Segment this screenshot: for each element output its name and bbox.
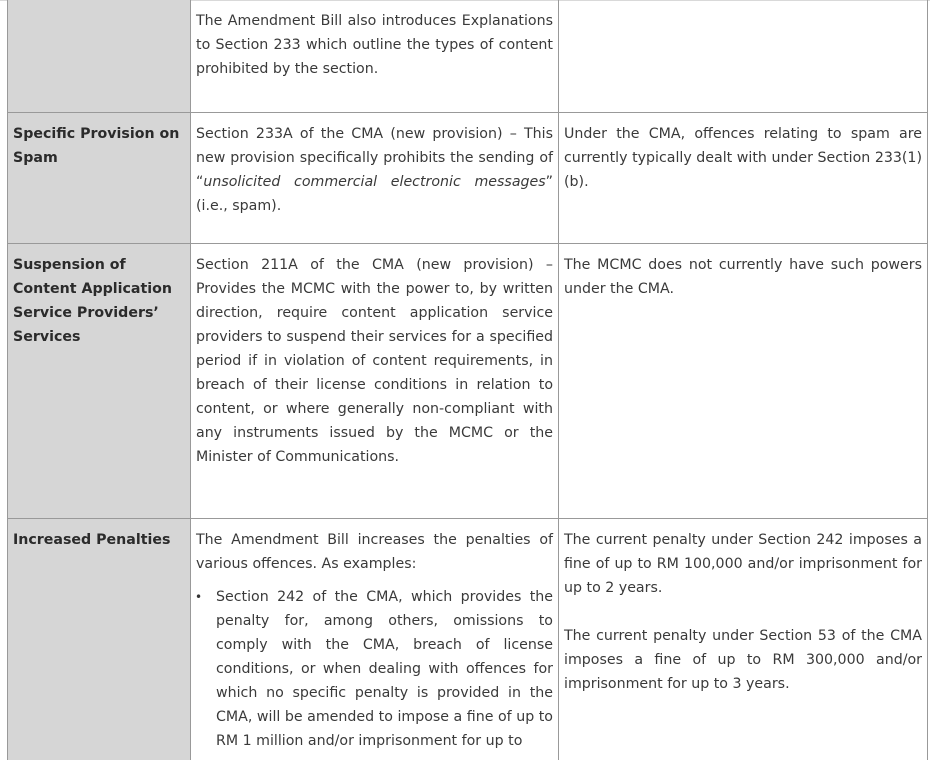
- provision-intro: The Amendment Bill increases the penalties of various offences. As examples:: [196, 532, 553, 572]
- provision-text: Section 211A of the CMA (new provision) – Provides the MCMC with the power to, by written direction, require content application service providers to suspend their services for a specified period if in violation of content requirements, in breach of their license conditions in relation to content, or where generally non-compliant with any instruments issued by the MCMC or the Minister of Communications.: [196, 257, 553, 465]
- table-row: [8, 244, 928, 519]
- provision-cell: [191, 113, 559, 244]
- provision-cell: [191, 0, 559, 113]
- provision-text: The Amendment Bill also introduces Explanations to Section 233 which outline the types of content prohibited by the section.: [196, 13, 553, 77]
- table-row: [8, 113, 928, 244]
- current-text-1: The current penalty under Section 242 imposes a fine of up to RM 100,000 and/or imprisonment for up to 2 years.: [564, 532, 922, 596]
- table-row: [8, 519, 928, 760]
- row-label: Increased Penalties: [8, 519, 191, 760]
- provision-bullets: [196, 585, 553, 753]
- provision-cell: [191, 519, 559, 760]
- current-text: Under the CMA, offences relating to spam are currently typically dealt with under Section 233(1)(b).: [564, 126, 922, 190]
- provision-text-italic: unsolicited commercial electronic messages: [203, 174, 546, 190]
- provision-cell: [191, 244, 559, 519]
- current-cell: [559, 113, 928, 244]
- current-text-2: The current penalty under Section 53 of the CMA imposes a fine of up to RM 300,000 and/or imprisonment for up to 3 years.: [564, 628, 922, 692]
- current-text: The MCMC does not currently have such powers under the CMA.: [564, 257, 922, 297]
- current-cell: [559, 0, 928, 113]
- list-item: • Section 242 of the CMA, which provides the penalty for, among others, omissions to comply with the CMA, breach of license conditions, or when dealing with offences for which no specific penalty is provided in the CMA, will be amended to impose a fine of up to RM 1 million and/or imprisonment for up to: [216, 585, 553, 753]
- row-label: [8, 0, 191, 113]
- provision-text-end: ” (i.e., spam).: [196, 174, 553, 214]
- row-label: Suspension of Content Application Service Providers’ Services: [8, 244, 191, 519]
- comparison-table: [7, 0, 928, 760]
- row-label: Specific Provision on Spam: [8, 113, 191, 244]
- paragraph-gap: [564, 600, 922, 624]
- current-cell: [559, 519, 928, 760]
- provision-text: [196, 122, 553, 218]
- table-row: [8, 0, 928, 113]
- current-cell: [559, 244, 928, 519]
- provision-text-start: Section 233A of the CMA (new provision) – This new provision specifically prohibits the sending of “: [196, 126, 553, 190]
